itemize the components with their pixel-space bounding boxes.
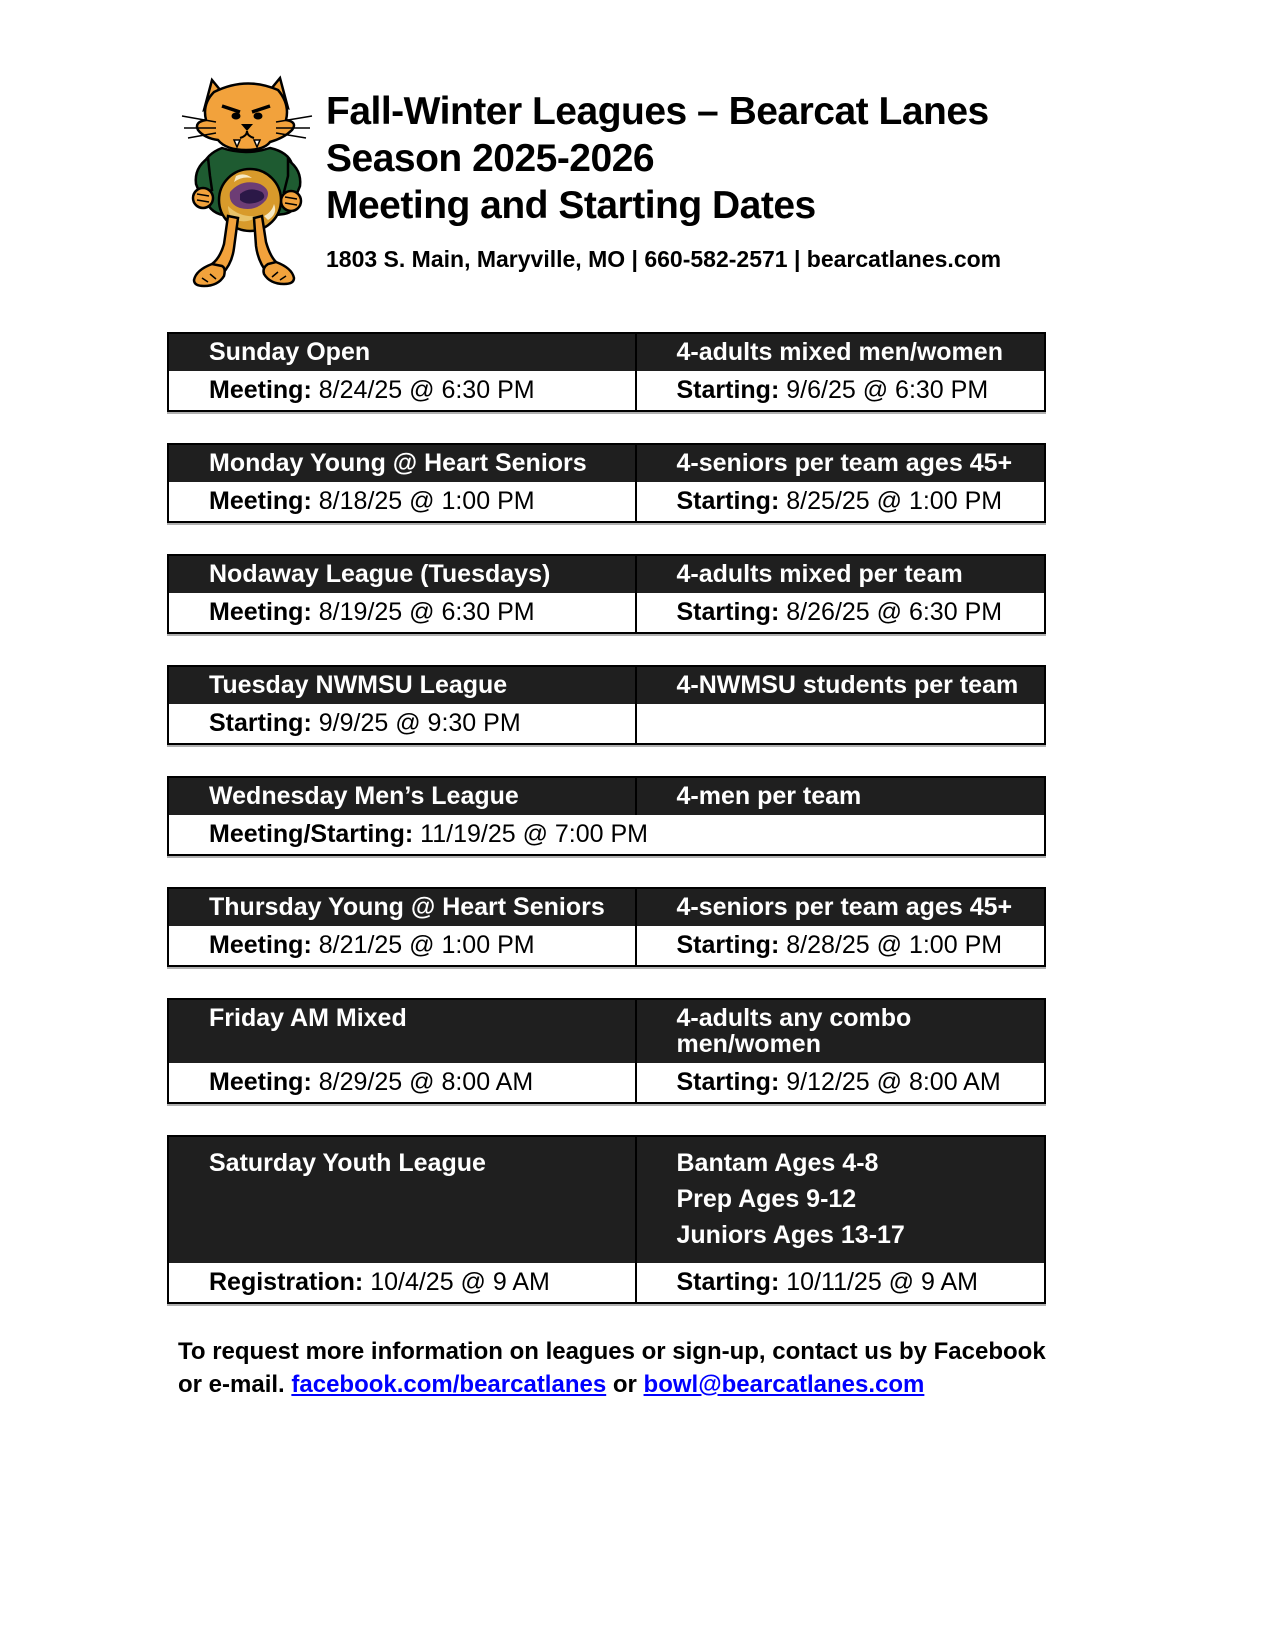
bearcat-mascot-logo [170,72,322,294]
league-header [169,1000,1044,1063]
page-title-line1: Fall-Winter Leagues – Bearcat Lanes [326,90,989,133]
starting-label: Starting: [676,487,780,515]
meeting-label: Meeting: [209,598,312,626]
meeting-cell [169,371,635,410]
meeting-label: Meeting: [209,487,312,515]
league-dates-row [169,593,1044,632]
league-format: 4-adults any combo men/women [635,1000,1045,1063]
meeting-cell [169,1063,635,1102]
league-tables [167,332,1046,1304]
meeting-cell [169,482,635,521]
starting-cell [635,1063,1045,1102]
league-name: Wednesday Men’s League [209,782,519,810]
league-name: Sunday Open [209,338,371,366]
starting-value: 8/28/25 @ 1:00 PM [786,931,1003,959]
starting-label: Starting: [676,376,780,404]
meeting-value: 8/29/25 @ 8:00 AM [318,1068,534,1096]
starting-value: 9/12/25 @ 8:00 AM [786,1068,1001,1096]
league-dates-row [169,482,1044,521]
starting-value: 9/9/25 @ 9:30 PM [318,709,521,737]
meeting-label: Meeting: [209,931,312,959]
league-header [169,667,1044,704]
meeting-value: 8/19/25 @ 6:30 PM [318,598,535,626]
league-format: 4-seniors per team ages 45+ [635,889,1045,926]
starting-value: 10/11/25 @ 9 AM [786,1268,978,1296]
starting-cell [635,593,1045,632]
league-table-monday-seniors [167,443,1046,523]
league-dates-row [169,704,1044,743]
meeting-starting-cell [169,815,1044,854]
league-dates-row [169,371,1044,410]
meeting-label: Meeting: [209,376,312,404]
footer-line1: To request more information on leagues or sign-up, contact us by Facebook [178,1338,1046,1365]
league-table-thursday-seniors [167,887,1046,967]
meeting-starting-label: Meeting/Starting: [209,820,414,848]
meeting-value: 8/21/25 @ 1:00 PM [318,931,535,959]
league-format [635,1137,1045,1263]
league-table-saturday-youth [167,1135,1046,1304]
league-dates-row [169,926,1044,965]
meeting-label: Meeting: [209,1068,312,1096]
league-format: 4-NWMSU students per team [635,667,1045,704]
league-name: Tuesday NWMSU League [209,671,508,699]
registration-value: 10/4/25 @ 9 AM [370,1268,550,1296]
registration-cell [169,1263,635,1302]
meeting-value: 8/18/25 @ 1:00 PM [318,487,535,515]
league-dates-row [169,1263,1044,1302]
league-table-wednesday-mens [167,776,1046,856]
starting-label: Starting: [209,709,312,737]
starting-cell [635,926,1045,965]
starting-cell [169,704,635,743]
league-table-nwmsu [167,665,1046,745]
starting-value: 9/6/25 @ 6:30 PM [786,376,989,404]
starting-label: Starting: [676,1268,780,1296]
facebook-link[interactable]: facebook.com/bearcatlanes [291,1371,607,1398]
league-table-nodaway [167,554,1046,634]
header [0,0,1275,294]
registration-label: Registration: [209,1268,364,1296]
league-header [169,445,1044,482]
page-title-line2: Season 2025-2026 [326,137,655,180]
league-format: 4-adults mixed per team [635,556,1045,593]
league-table-friday-mixed [167,998,1046,1104]
address-line: 1803 S. Main, Maryville, MO | 660-582-2571 | bearcatlanes.com [326,246,1002,272]
league-name: Saturday Youth League [209,1149,486,1177]
league-table-sunday-open [167,332,1046,412]
league-dates-row [169,815,1044,854]
footer-note [178,1335,1078,1401]
league-header [169,889,1044,926]
age-division-juniors: Juniors Ages 13-17 [676,1221,905,1249]
league-name: Nodaway League (Tuesdays) [209,560,551,588]
league-name: Thursday Young @ Heart Seniors [209,893,605,921]
league-header [169,778,1044,815]
footer-line2-prefix: or e-mail. [178,1371,285,1398]
starting-label: Starting: [676,1068,780,1096]
footer-conjunction: or [612,1371,637,1398]
league-header [169,334,1044,371]
header-text [326,72,1001,294]
meeting-cell [169,593,635,632]
page-title-line3: Meeting and Starting Dates [326,184,816,227]
bearcat-mascot-icon [170,72,322,294]
league-format: 4-adults mixed men/women [635,334,1045,371]
age-division-bantam: Bantam Ages 4-8 [676,1149,879,1177]
starting-label: Starting: [676,598,780,626]
league-name: Friday AM Mixed [209,1004,407,1032]
starting-cell [635,1263,1045,1302]
footer-line2 [178,1368,1078,1401]
meeting-starting-value: 11/19/25 @ 7:00 PM [420,820,649,848]
league-header [169,1137,1044,1263]
league-format: 4-men per team [635,778,1045,815]
league-format: 4-seniors per team ages 45+ [635,445,1045,482]
starting-cell [635,482,1045,521]
league-header [169,556,1044,593]
meeting-cell [169,926,635,965]
email-link[interactable]: bowl@bearcatlanes.com [643,1371,925,1398]
league-name: Monday Young @ Heart Seniors [209,449,587,477]
starting-value: 8/25/25 @ 1:00 PM [786,487,1003,515]
league-dates-row [169,1063,1044,1102]
starting-cell [635,371,1045,410]
age-division-prep: Prep Ages 9-12 [676,1185,857,1213]
empty-cell [635,704,1045,743]
meeting-value: 8/24/25 @ 6:30 PM [318,376,535,404]
starting-label: Starting: [676,931,780,959]
starting-value: 8/26/25 @ 6:30 PM [786,598,1003,626]
